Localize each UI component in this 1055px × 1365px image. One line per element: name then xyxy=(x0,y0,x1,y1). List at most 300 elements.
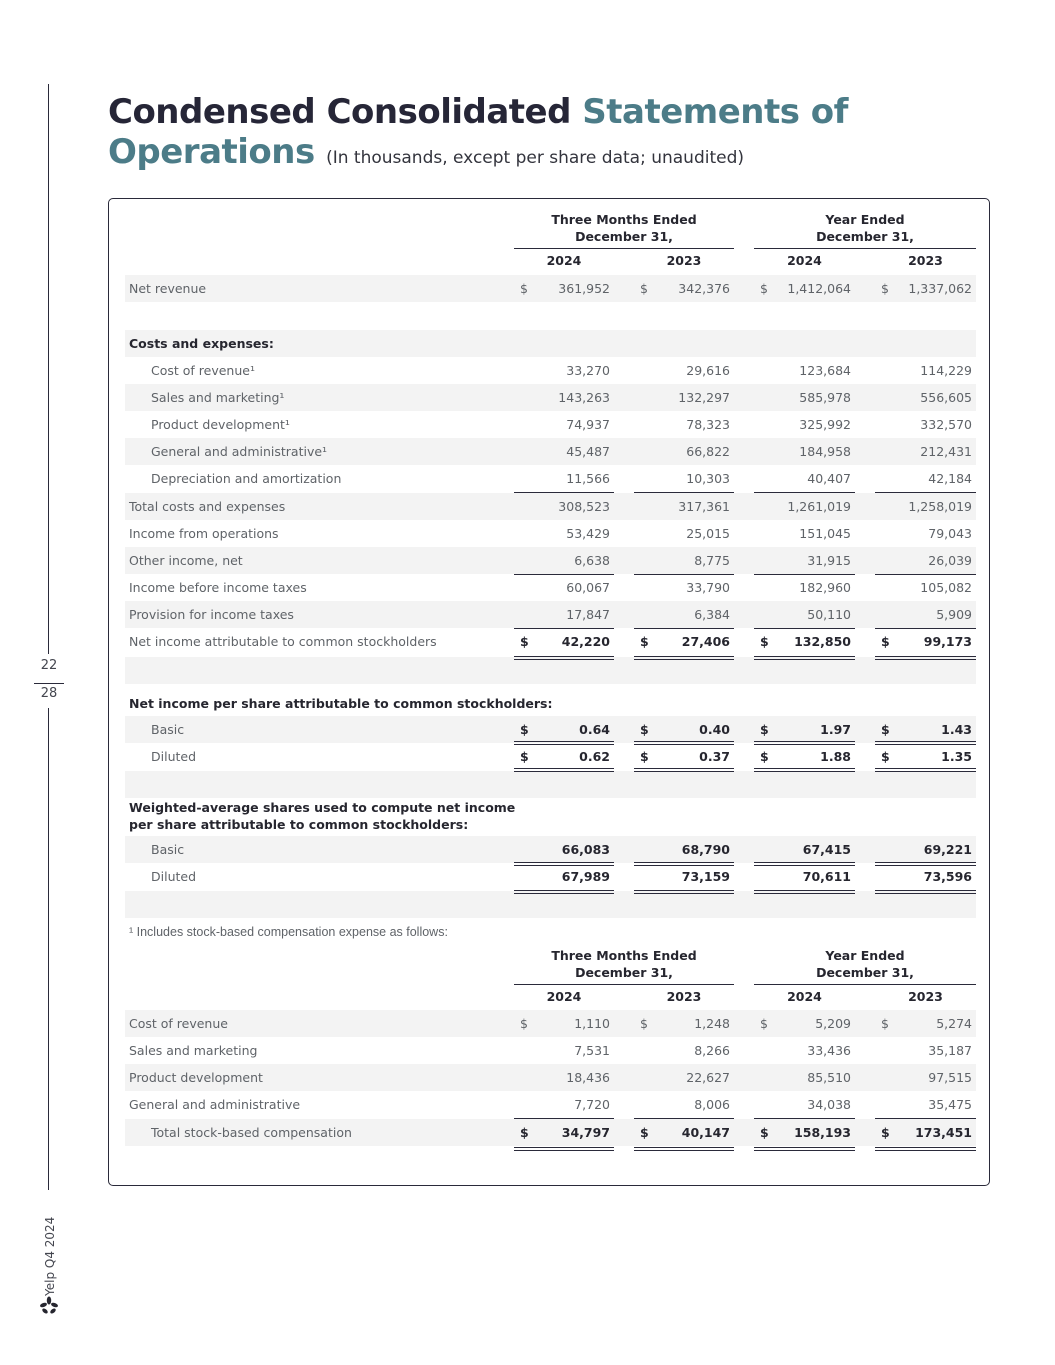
value-cell xyxy=(634,1119,734,1146)
before-income-pretax-rule-2 xyxy=(754,574,855,575)
value-text: 85,510 xyxy=(807,1070,851,1085)
currency-symbol: $ xyxy=(640,634,649,649)
sbc-after-total-rule2-1 xyxy=(634,1150,734,1151)
value-cell xyxy=(754,1091,855,1118)
sbc-year-3: 2023 xyxy=(908,989,943,1004)
before-total-rule-1 xyxy=(634,492,734,493)
value-cell xyxy=(875,547,976,574)
main-group2-header: Year Ended December 31, xyxy=(816,212,914,244)
after-net-income-rule-2 xyxy=(754,656,855,657)
value-cell xyxy=(875,357,976,384)
main-group1-rule xyxy=(514,248,734,249)
value-text: 1,258,019 xyxy=(908,499,972,514)
sbc-before-total-rule-0 xyxy=(514,1118,614,1119)
after-diluted-eps-rule-2 xyxy=(754,768,855,769)
after-diluted-shares-rule2-1 xyxy=(634,893,734,894)
value-cell xyxy=(514,1091,614,1118)
sbc-group2-rule xyxy=(754,984,976,985)
value-cell xyxy=(514,628,614,655)
value-text: 79,043 xyxy=(928,526,972,541)
value-text: 27,406 xyxy=(681,634,730,649)
sbc-row-1 xyxy=(125,1037,976,1064)
spacer-row-2 xyxy=(125,771,976,798)
statement-row-2 xyxy=(125,357,976,384)
value-cell xyxy=(754,357,855,384)
after-diluted-shares-rule2-3 xyxy=(875,893,976,894)
value-cell xyxy=(875,493,976,520)
before-total-rule-2 xyxy=(754,492,855,493)
value-cell xyxy=(634,836,734,863)
value-cell xyxy=(634,384,734,411)
value-text: 105,082 xyxy=(920,580,972,595)
value-cell xyxy=(634,275,734,302)
row-label: Diluted xyxy=(151,749,197,764)
currency-symbol: $ xyxy=(881,1125,890,1140)
value-text: 123,684 xyxy=(799,363,851,378)
value-text: 35,187 xyxy=(928,1043,972,1058)
before-total-rule-3 xyxy=(875,492,976,493)
value-cell xyxy=(634,1091,734,1118)
value-text: 308,523 xyxy=(558,499,610,514)
value-text: 342,376 xyxy=(678,281,730,296)
value-text: 132,297 xyxy=(678,390,730,405)
value-cell xyxy=(634,520,734,547)
after-diluted-shares-rule-1 xyxy=(634,890,734,891)
after-net-income-rule2-0 xyxy=(514,659,614,660)
statement-row-0 xyxy=(125,275,976,302)
value-cell xyxy=(634,574,734,601)
value-text: 1,110 xyxy=(574,1016,610,1031)
value-text: 70,611 xyxy=(802,869,851,884)
value-cell xyxy=(754,743,855,770)
value-cell xyxy=(514,547,614,574)
title-accent2: Operations xyxy=(108,132,315,172)
row-label: Basic xyxy=(151,722,185,737)
value-cell xyxy=(634,1064,734,1091)
value-text: 60,067 xyxy=(566,580,610,595)
page-total: 28 xyxy=(40,686,58,701)
main-group1-header: Three Months Ended December 31, xyxy=(551,212,697,244)
after-basic-eps-rule-3 xyxy=(875,741,976,742)
before-income-pretax-rule-1 xyxy=(634,574,734,575)
statement-row-6 xyxy=(125,465,976,492)
title-part1: Condensed Consolidated xyxy=(108,92,583,132)
value-cell xyxy=(634,465,734,492)
value-text: 7,720 xyxy=(574,1097,610,1112)
statement-row-15 xyxy=(125,743,976,770)
after-diluted-shares-rule-2 xyxy=(754,890,855,891)
yelp-burst-icon xyxy=(39,1296,59,1316)
value-cell xyxy=(634,601,734,628)
value-text: 29,616 xyxy=(686,363,730,378)
value-text: 78,323 xyxy=(686,417,730,432)
value-text: 212,431 xyxy=(920,444,972,459)
value-cell xyxy=(875,465,976,492)
after-basic-shares-rule-3 xyxy=(875,862,976,863)
value-text: 33,790 xyxy=(686,580,730,595)
value-text: 6,384 xyxy=(694,607,730,622)
value-text: 8,266 xyxy=(694,1043,730,1058)
value-text: 42,184 xyxy=(928,471,972,486)
after-basic-shares-rule2-0 xyxy=(514,865,614,866)
row-label: General and administrative¹ xyxy=(151,444,328,459)
statement-row-8 xyxy=(125,520,976,547)
value-cell xyxy=(754,411,855,438)
statement-row-16 xyxy=(125,797,976,835)
statement-row-12 xyxy=(125,628,976,655)
before-net-income-rule-1 xyxy=(634,628,734,629)
value-text: 22,627 xyxy=(686,1070,730,1085)
value-text: 1.43 xyxy=(941,722,972,737)
value-text: 1,248 xyxy=(694,1016,730,1031)
row-label: Income from operations xyxy=(129,526,279,541)
value-cell xyxy=(875,716,976,743)
after-net-income-rule-1 xyxy=(634,656,734,657)
sbc-row-4 xyxy=(125,1119,976,1146)
after-diluted-eps-rule-1 xyxy=(634,768,734,769)
after-diluted-eps-rule-0 xyxy=(514,768,614,769)
value-text: 0.40 xyxy=(699,722,730,737)
row-label: Provision for income taxes xyxy=(129,607,294,622)
value-cell xyxy=(514,743,614,770)
value-cell xyxy=(875,1037,976,1064)
after-diluted-shares-rule2-2 xyxy=(754,893,855,894)
value-cell xyxy=(875,574,976,601)
value-cell xyxy=(875,520,976,547)
sbc-after-total-rule-0 xyxy=(514,1147,614,1148)
before-income-pretax-rule-3 xyxy=(875,574,976,575)
after-basic-shares-rule-1 xyxy=(634,862,734,863)
row-label: Total costs and expenses xyxy=(129,499,286,514)
currency-symbol: $ xyxy=(520,749,529,764)
row-label: Product development¹ xyxy=(151,417,290,432)
value-text: 6,638 xyxy=(574,553,610,568)
sbc-row-3 xyxy=(125,1091,976,1118)
value-cell xyxy=(875,411,976,438)
value-text: 67,989 xyxy=(561,869,610,884)
before-net-income-rule-3 xyxy=(875,628,976,629)
after-basic-eps-rule2-0 xyxy=(514,744,614,745)
value-text: 361,952 xyxy=(558,281,610,296)
value-text: 1.35 xyxy=(941,749,972,764)
value-cell xyxy=(875,601,976,628)
spacer-row-1 xyxy=(125,657,976,684)
value-cell xyxy=(634,743,734,770)
sbc-after-total-rule2-2 xyxy=(754,1150,855,1151)
after-diluted-shares-rule2-0 xyxy=(514,893,614,894)
value-text: 34,797 xyxy=(561,1125,610,1140)
value-text: 7,531 xyxy=(574,1043,610,1058)
currency-symbol: $ xyxy=(520,1125,529,1140)
value-cell xyxy=(875,863,976,890)
sbc-after-total-rule2-0 xyxy=(514,1150,614,1151)
value-text: 1.88 xyxy=(820,749,851,764)
currency-symbol: $ xyxy=(760,749,769,764)
statement-row-14 xyxy=(125,716,976,743)
value-cell xyxy=(514,1064,614,1091)
currency-symbol: $ xyxy=(760,281,768,296)
main-year-1: 2023 xyxy=(666,253,702,268)
value-cell xyxy=(754,438,855,465)
value-cell xyxy=(634,547,734,574)
value-cell xyxy=(514,863,614,890)
value-cell xyxy=(634,1010,734,1037)
after-basic-eps-rule2-2 xyxy=(754,744,855,745)
value-cell xyxy=(875,743,976,770)
statement-row-3 xyxy=(125,384,976,411)
value-cell xyxy=(875,275,976,302)
value-text: 173,451 xyxy=(915,1125,972,1140)
value-text: 50,110 xyxy=(807,607,851,622)
main-year-0: 2024 xyxy=(546,253,582,268)
value-text: 11,566 xyxy=(566,471,610,486)
value-text: 33,436 xyxy=(807,1043,851,1058)
value-text: 73,159 xyxy=(681,869,730,884)
currency-symbol: $ xyxy=(640,1016,648,1031)
value-cell xyxy=(634,1037,734,1064)
before-net-income-rule-2 xyxy=(754,628,855,629)
value-cell xyxy=(875,836,976,863)
value-cell xyxy=(634,716,734,743)
after-basic-eps-rule-1 xyxy=(634,741,734,742)
value-cell xyxy=(754,1037,855,1064)
currency-symbol: $ xyxy=(881,749,890,764)
row-label: Total stock-based compensation xyxy=(151,1125,352,1140)
value-cell xyxy=(514,465,614,492)
value-text: 184,958 xyxy=(799,444,851,459)
after-diluted-eps-rule2-3 xyxy=(875,771,976,772)
value-cell xyxy=(754,716,855,743)
row-label: Sales and marketing xyxy=(129,1043,258,1058)
statement-row-18 xyxy=(125,863,976,890)
sbc-before-total-rule-1 xyxy=(634,1118,734,1119)
after-net-income-rule-0 xyxy=(514,656,614,657)
statement-row-5 xyxy=(125,438,976,465)
value-cell xyxy=(514,1037,614,1064)
value-text: 99,173 xyxy=(923,634,972,649)
currency-symbol: $ xyxy=(881,634,890,649)
value-cell xyxy=(875,1010,976,1037)
value-cell xyxy=(634,357,734,384)
value-text: 18,436 xyxy=(566,1070,610,1085)
sbc-after-total-rule2-3 xyxy=(875,1150,976,1151)
value-text: 5,209 xyxy=(815,1016,851,1031)
value-cell xyxy=(634,411,734,438)
main-year-3: 2023 xyxy=(908,253,943,268)
value-cell xyxy=(875,1091,976,1118)
value-text: 67,415 xyxy=(802,842,851,857)
value-cell xyxy=(754,628,855,655)
currency-symbol: $ xyxy=(760,634,769,649)
row-label: Net revenue xyxy=(129,281,207,296)
statement-row-1 xyxy=(125,330,976,357)
value-text: 31,915 xyxy=(807,553,851,568)
sbc-before-total-rule-3 xyxy=(875,1118,976,1119)
value-text: 68,790 xyxy=(681,842,730,857)
footnote: ¹ Includes stock-based compensation expense as follows: xyxy=(129,925,448,939)
value-text: 585,978 xyxy=(799,390,851,405)
value-cell xyxy=(514,384,614,411)
row-label: Product development xyxy=(129,1070,263,1085)
currency-symbol: $ xyxy=(520,722,529,737)
value-cell xyxy=(754,275,855,302)
value-text: 1,337,062 xyxy=(908,281,972,296)
value-cell xyxy=(634,863,734,890)
value-text: 8,775 xyxy=(694,553,730,568)
value-text: 40,147 xyxy=(681,1125,730,1140)
sbc-after-total-rule-1 xyxy=(634,1147,734,1148)
value-text: 5,909 xyxy=(936,607,972,622)
value-text: 143,263 xyxy=(558,390,610,405)
row-label: Income before income taxes xyxy=(129,580,307,595)
value-text: 317,361 xyxy=(678,499,730,514)
sbc-after-total-rule-2 xyxy=(754,1147,855,1148)
after-basic-eps-rule-2 xyxy=(754,741,855,742)
title-subtitle: (In thousands, except per share data; unaudited) xyxy=(326,148,745,168)
value-text: 332,570 xyxy=(920,417,972,432)
value-text: 26,039 xyxy=(928,553,972,568)
value-cell xyxy=(754,1119,855,1146)
row-label: Sales and marketing¹ xyxy=(151,390,285,405)
statement-row-17 xyxy=(125,836,976,863)
value-text: 151,045 xyxy=(799,526,851,541)
value-text: 40,407 xyxy=(807,471,851,486)
page-divider xyxy=(34,683,64,684)
report-label: Yelp Q4 2024 xyxy=(43,1216,57,1296)
row-label: General and administrative xyxy=(129,1097,301,1112)
value-cell xyxy=(754,520,855,547)
sbc-year-0: 2024 xyxy=(546,989,582,1004)
value-text: 97,515 xyxy=(928,1070,972,1085)
value-text: 132,850 xyxy=(794,634,851,649)
value-cell xyxy=(875,1119,976,1146)
row-label: Diluted xyxy=(151,869,197,884)
after-net-income-rule2-3 xyxy=(875,659,976,660)
currency-symbol: $ xyxy=(520,281,528,296)
after-diluted-eps-rule2-1 xyxy=(634,771,734,772)
page-title xyxy=(108,92,1028,178)
value-text: 17,847 xyxy=(566,607,610,622)
after-diluted-eps-rule2-2 xyxy=(754,771,855,772)
currency-symbol: $ xyxy=(760,1125,769,1140)
currency-symbol: $ xyxy=(881,1016,889,1031)
currency-symbol: $ xyxy=(881,281,889,296)
value-text: 182,960 xyxy=(799,580,851,595)
value-cell xyxy=(514,438,614,465)
value-cell xyxy=(514,836,614,863)
value-text: 0.64 xyxy=(579,722,610,737)
after-diluted-eps-rule-3 xyxy=(875,768,976,769)
currency-symbol: $ xyxy=(881,722,890,737)
sbc-group1-rule xyxy=(514,984,734,985)
value-cell xyxy=(754,601,855,628)
before-income-pretax-rule-0 xyxy=(514,574,614,575)
row-label: Net income attributable to common stockholders xyxy=(129,634,437,649)
currency-symbol: $ xyxy=(640,281,648,296)
row-label: Weighted-average shares used to compute net income per share attributable to common stockholders: xyxy=(129,800,516,832)
statement-row-10 xyxy=(125,574,976,601)
value-text: 35,475 xyxy=(928,1097,972,1112)
value-cell xyxy=(514,357,614,384)
value-cell xyxy=(754,547,855,574)
value-text: 8,006 xyxy=(694,1097,730,1112)
value-cell xyxy=(754,493,855,520)
statement-row-11 xyxy=(125,601,976,628)
value-text: 74,937 xyxy=(566,417,610,432)
main-group2-rule xyxy=(754,248,976,249)
currency-symbol: $ xyxy=(640,1125,649,1140)
value-text: 53,429 xyxy=(566,526,610,541)
value-text: 73,596 xyxy=(923,869,972,884)
value-cell xyxy=(875,628,976,655)
after-basic-shares-rule-0 xyxy=(514,862,614,863)
value-text: 10,303 xyxy=(686,471,730,486)
after-net-income-rule2-1 xyxy=(634,659,734,660)
row-label: Other income, net xyxy=(129,553,243,568)
sbc-row-2 xyxy=(125,1064,976,1091)
sbc-year-2: 2024 xyxy=(787,989,822,1004)
row-label: Cost of revenue xyxy=(129,1016,228,1031)
value-cell xyxy=(754,574,855,601)
currency-symbol: $ xyxy=(520,1016,528,1031)
value-cell xyxy=(875,1064,976,1091)
value-cell xyxy=(514,1010,614,1037)
after-basic-shares-rule2-3 xyxy=(875,865,976,866)
after-basic-shares-rule-2 xyxy=(754,862,855,863)
value-cell xyxy=(634,493,734,520)
value-cell xyxy=(634,438,734,465)
before-net-income-rule-0 xyxy=(514,628,614,629)
value-cell xyxy=(754,863,855,890)
spacer-row-3 xyxy=(125,891,976,918)
before-total-rule-0 xyxy=(514,492,614,493)
value-text: 325,992 xyxy=(799,417,851,432)
value-text: 0.37 xyxy=(699,749,730,764)
after-net-income-rule2-2 xyxy=(754,659,855,660)
value-cell xyxy=(754,836,855,863)
statement-row-13 xyxy=(125,690,976,717)
after-basic-eps-rule2-1 xyxy=(634,744,734,745)
value-text: 158,193 xyxy=(794,1125,851,1140)
statement-row-9 xyxy=(125,547,976,574)
value-text: 556,605 xyxy=(920,390,972,405)
value-text: 69,221 xyxy=(923,842,972,857)
after-diluted-shares-rule-0 xyxy=(514,890,614,891)
value-cell xyxy=(634,628,734,655)
currency-symbol: $ xyxy=(520,634,529,649)
after-net-income-rule-3 xyxy=(875,656,976,657)
value-text: 5,274 xyxy=(936,1016,972,1031)
value-cell xyxy=(754,465,855,492)
value-cell xyxy=(514,574,614,601)
row-label: Costs and expenses: xyxy=(129,336,274,351)
sbc-group1-header: Three Months Ended December 31, xyxy=(551,948,697,980)
value-cell xyxy=(514,275,614,302)
after-basic-shares-rule2-2 xyxy=(754,865,855,866)
value-cell xyxy=(754,1010,855,1037)
main-year-2: 2024 xyxy=(787,253,822,268)
after-basic-eps-rule-0 xyxy=(514,741,614,742)
after-basic-shares-rule2-1 xyxy=(634,865,734,866)
value-text: 45,487 xyxy=(566,444,610,459)
value-text: 33,270 xyxy=(566,363,610,378)
sbc-after-total-rule-3 xyxy=(875,1147,976,1148)
sidebar-line-bottom xyxy=(48,708,49,1190)
currency-symbol: $ xyxy=(640,722,649,737)
row-label: Net income per share attributable to common stockholders: xyxy=(129,696,553,711)
row-label: Basic xyxy=(151,842,185,857)
value-cell xyxy=(754,1064,855,1091)
